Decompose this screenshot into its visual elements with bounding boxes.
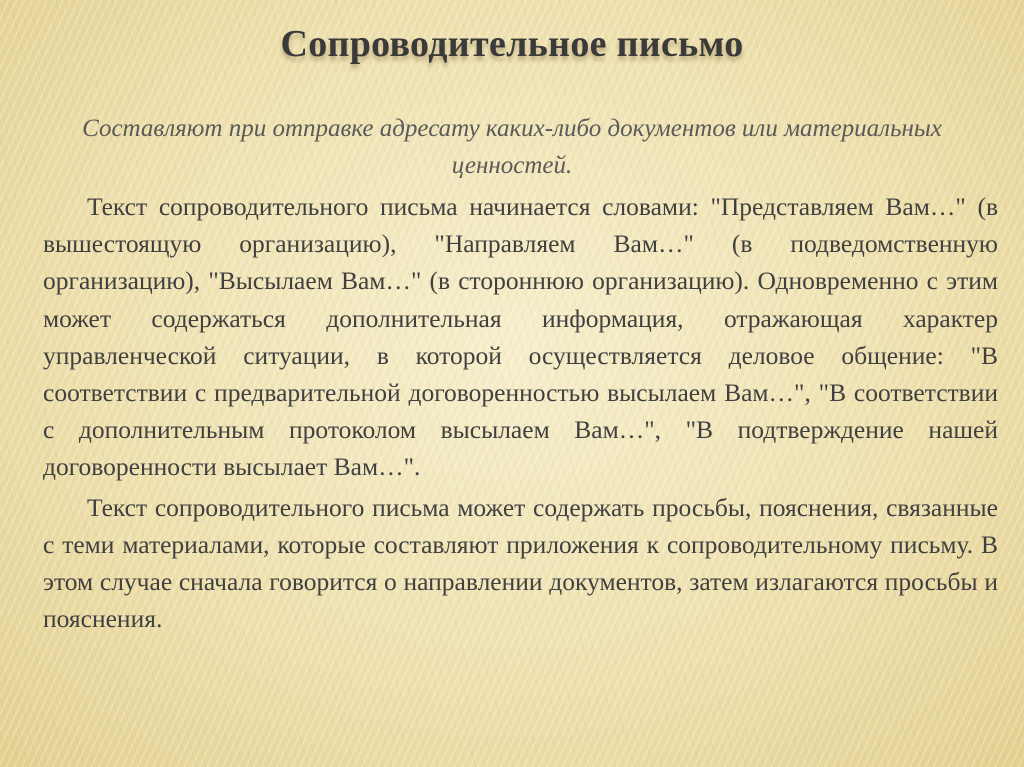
- body-paragraph-1: Текст сопроводительного письма начинается словами: "Представляем Вам…" (в вышестоящую организацию), "Направляем Вам…" (в подведомственную организацию), "Высылаем Вам…" (в стороннюю организацию). Одновременно с этим может содержаться дополнительная информация, отражающая характер управленческой ситуации, в которой осуществляется деловое общение: "В соответствии с предварительной договоренностью высылаем Вам…", "В соответствии с дополнительным протоколом высылаем Вам…", "В подтверждение нашей договоренности высылает Вам…".: [43, 192, 998, 482]
- body-paragraph-2: Текст сопроводительного письма может содержать просьбы, пояснения, связанные с теми материалами, которые составляют приложения к сопроводительному письму. В этом случае сначала говорится о направлении документов, затем излагаются просьбы и пояснения.: [43, 492, 998, 634]
- slide-subtitle: Составляют при отправке адресату каких-либо документов или материальных ценностей.: [82, 115, 942, 179]
- slide-title: Сопроводительное письмо: [280, 23, 744, 65]
- slide-body: [43, 188, 998, 637]
